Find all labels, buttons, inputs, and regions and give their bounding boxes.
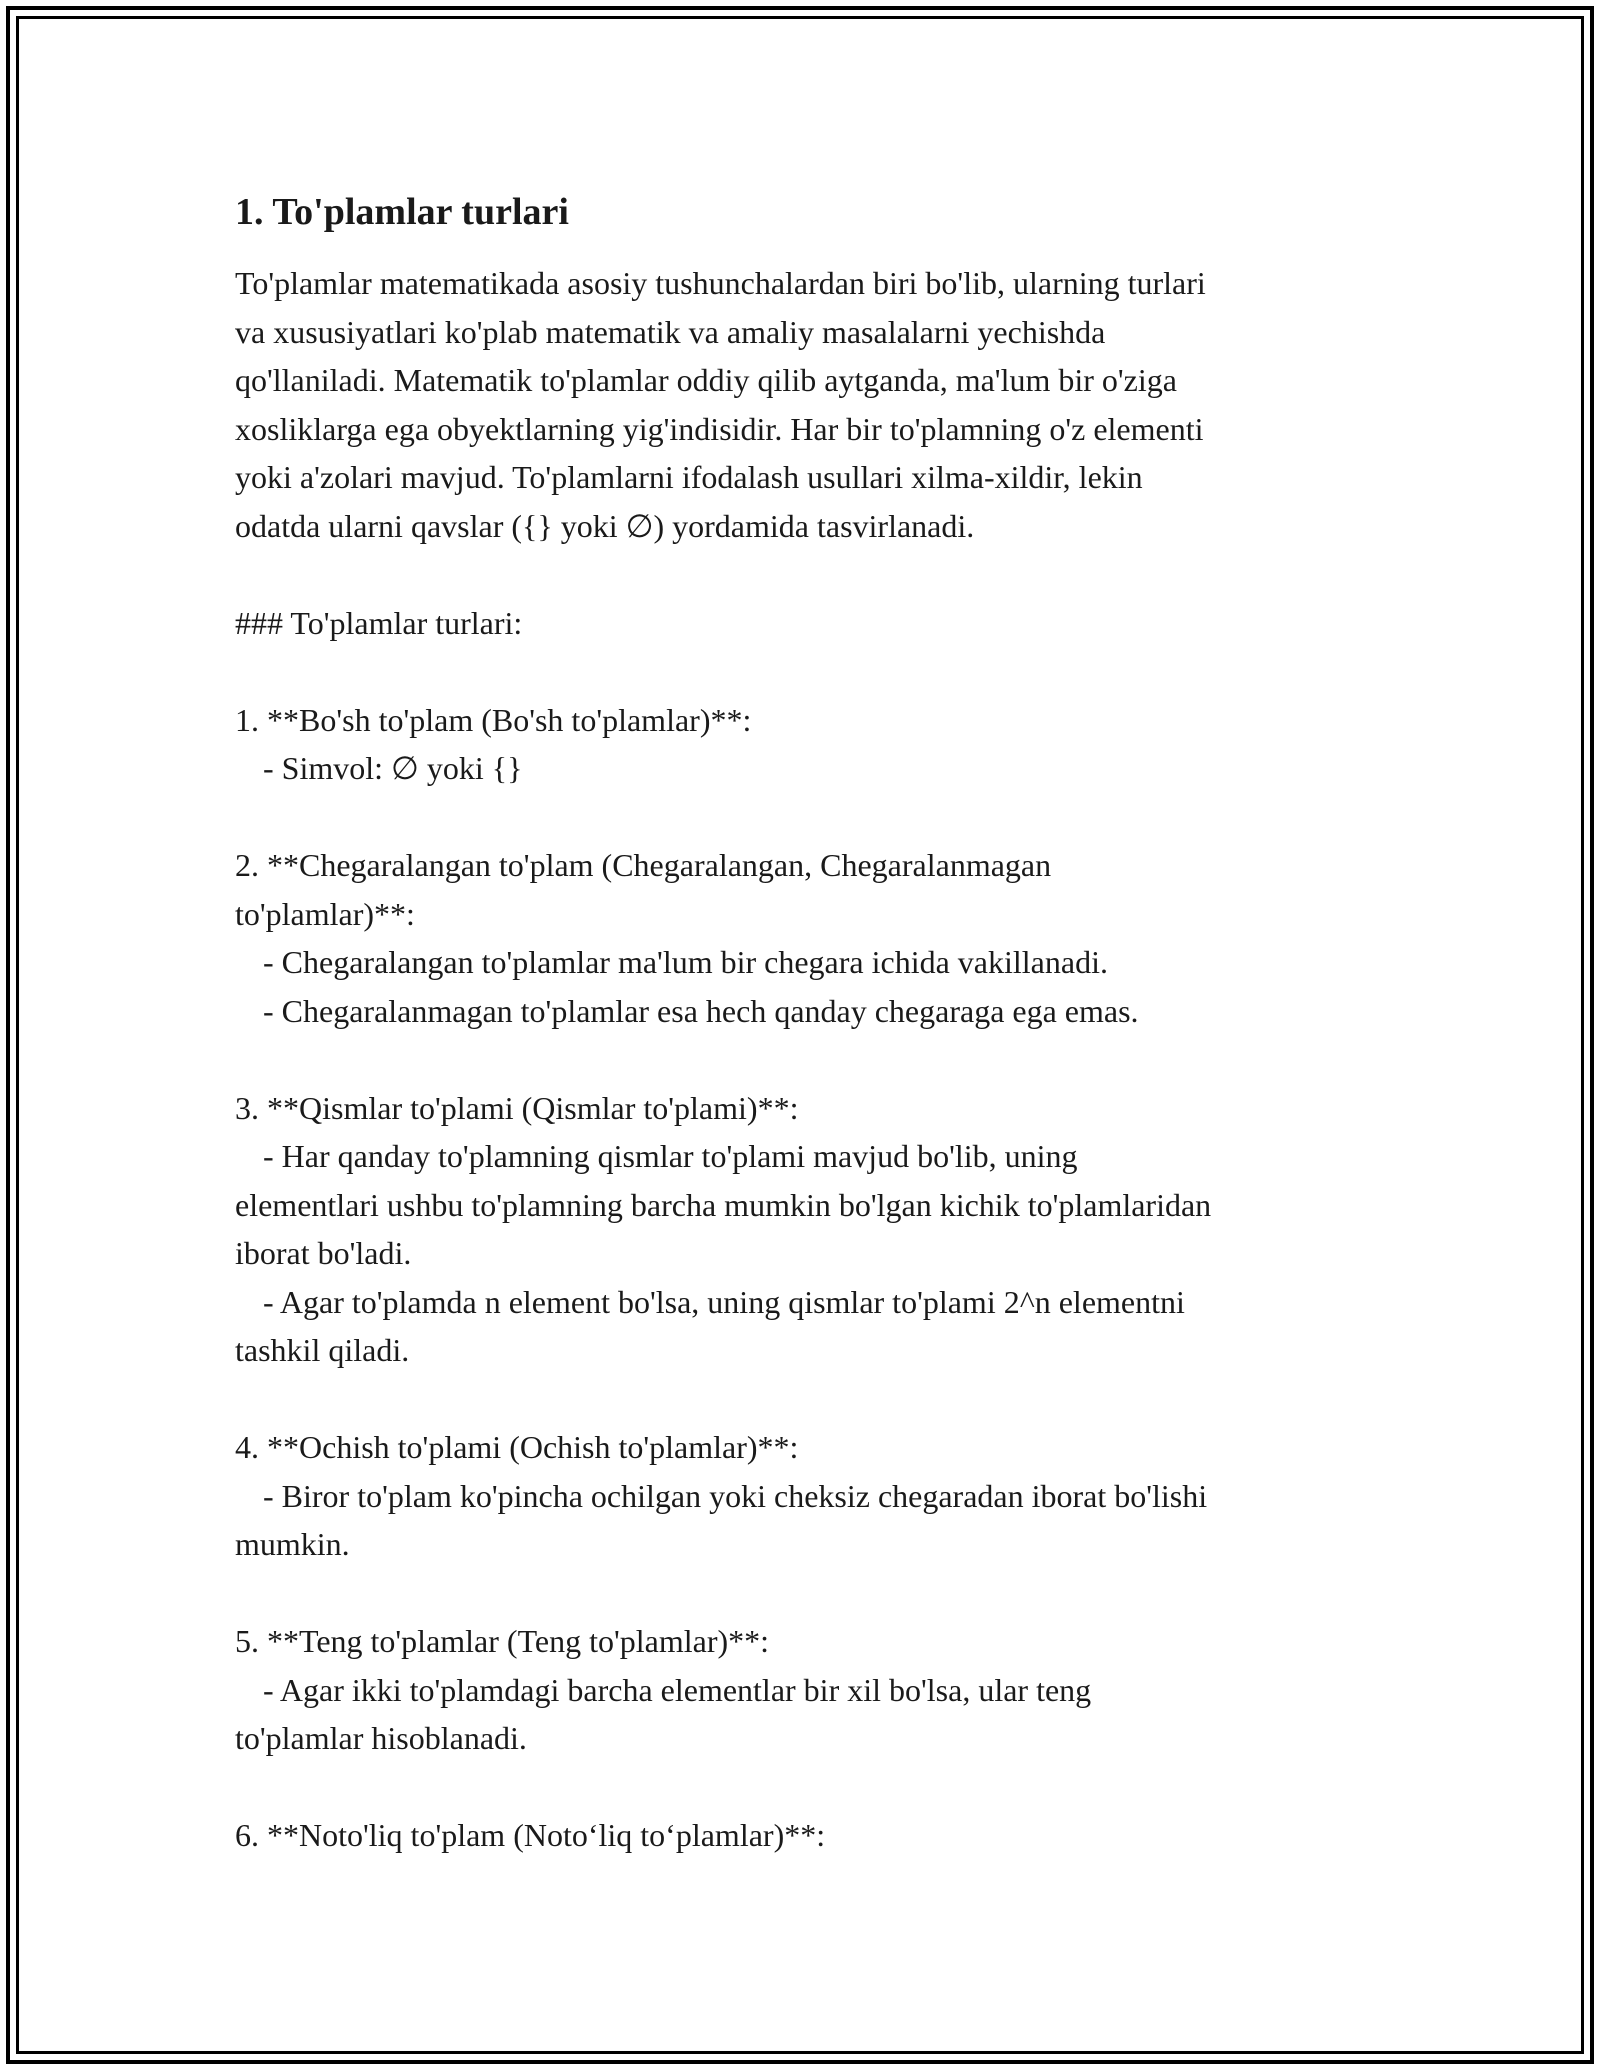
list-item-heading: 5. **Teng to'plamlar (Teng to'plamlar)**: — [235, 1623, 770, 1659]
blank-line — [235, 1763, 1365, 1812]
list-item — [235, 1811, 1365, 1860]
list-item-heading: 2. **Chegaralangan to'plam (Chegaralangan, Chegaralanmagan — [235, 847, 1052, 883]
blank-line — [235, 793, 1365, 842]
blank-line — [235, 550, 1365, 599]
list-item-detail: - Simvol: ∅ yoki {} — [263, 750, 523, 786]
intro-line: qo'llaniladi. Matematik to'plamlar oddiy qilib aytganda, ma'lum bir o'ziga — [235, 362, 1177, 398]
section-heading: ### To'plamlar turlari: — [235, 604, 523, 641]
intro-line: yoki a'zolari mavjud. To'plamlarni ifodalash usullari xilma-xildir, lekin — [235, 459, 1143, 495]
list-item — [235, 1084, 1365, 1375]
intro-paragraph — [235, 259, 1365, 550]
intro-line: odatda ularni qavslar ({} yoki ∅) yordamida tasvirlanadi. — [235, 507, 975, 544]
list-item-heading: to'plamlar)**: — [235, 895, 415, 932]
list-item-detail: - Chegaralangan to'plamlar ma'lum bir chegara ichida vakillanadi. — [263, 944, 1108, 980]
list-item-detail: - Agar to'plamda n element bo'lsa, uning qismlar to'plami 2^n elementni tashkil qiladi. — [235, 1283, 1185, 1368]
list-item-detail: - Har qanday to'plamning qismlar to'plami mavjud bo'lib, uning elementlari ushbu to'plamning barcha mumkin bo'lgan kichik to'plamlaridan iborat bo'ladi. — [235, 1138, 1212, 1271]
list-item — [235, 1617, 1365, 1763]
list-item-heading: 6. **Noto'liq to'plam (Noto‘liq to‘plamlar)**: — [235, 1817, 826, 1853]
list-item-heading: 1. **Bo'sh to'plam (Bo'sh to'plamlar)**: — [235, 701, 752, 738]
intro-line: xosliklarga ega obyektlarning yig'indisidir. Har bir to'plamning o'z elementi — [235, 410, 1204, 447]
blank-line — [235, 1375, 1365, 1424]
list-item-heading: 3. **Qismlar to'plami (Qismlar to'plami)**: — [235, 1089, 799, 1126]
intro-line: va xususiyatlari ko'plab matematik va amaliy masalalarni yechishda — [235, 313, 1106, 350]
list-item-heading: 4. **Ochish to'plami (Ochish to'plamlar)**: — [235, 1429, 799, 1465]
list-item — [235, 1423, 1365, 1569]
document-body — [235, 185, 1365, 1860]
intro-line: To'plamlar matematikada asosiy tushunchalardan biri bo'lib, ularning turlari — [235, 265, 1206, 301]
blank-line — [235, 1569, 1365, 1618]
list-item-detail: - Chegaralanmagan to'plamlar esa hech qanday chegaraga ega emas. — [263, 992, 1139, 1029]
list-item-detail: - Biror to'plam ko'pincha ochilgan yoki cheksiz chegaradan iborat bo'lishi mumkin. — [235, 1477, 1208, 1562]
list-item — [235, 841, 1365, 1035]
page-title: 1. To'plamlar turlari — [235, 191, 569, 233]
list-item-detail: - Agar ikki to'plamdagi barcha elementlar bir xil bo'lsa, ular teng to'plamlar hisoblanadi. — [235, 1671, 1092, 1756]
blank-line — [235, 1035, 1365, 1084]
list-item — [235, 696, 1365, 793]
blank-line — [235, 647, 1365, 696]
